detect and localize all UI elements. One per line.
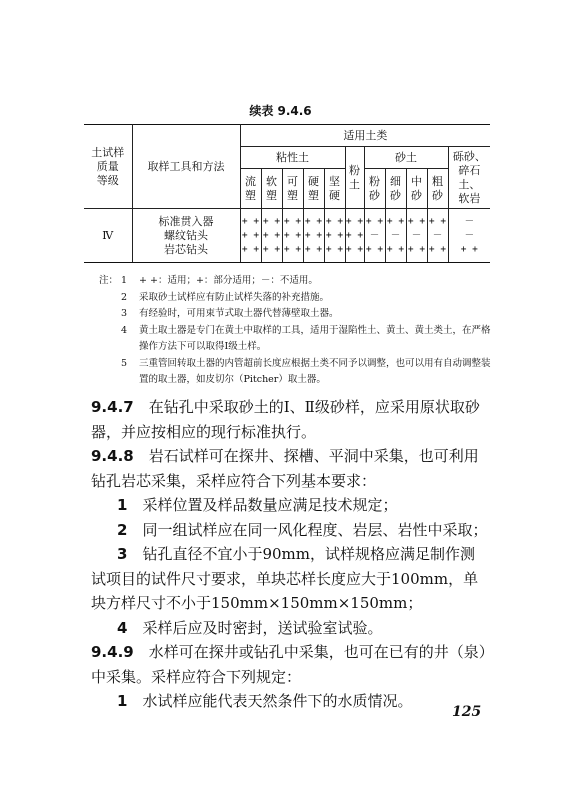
note-item: 4 黄土取土器是专门在黄土中取样的工具，适用于湿陷性土、黄土、黄土类土，在严格操作方法下可以取得Ⅰ级土样。 [121, 324, 491, 352]
header-cohesive: 粘性土 [240, 147, 345, 169]
mark-plastic: + + + + + + [282, 209, 303, 263]
header-sand: 砂土 [364, 147, 448, 169]
note-item: 注： 1 + +：适用；+：部分适用；－：不适用。 [99, 273, 499, 290]
note-item: 3 有经验时，可用束节式取土器代替薄壁取土器。 [121, 308, 339, 319]
sampling-table [84, 124, 490, 263]
row-tools: 标准贯入器 螺纹钻头 岩芯钻头 [132, 209, 240, 263]
mark-silt-sand: + + － + + [364, 209, 385, 263]
header-suitable-soil: 适用土类 [240, 125, 490, 147]
clause-9-4-7: 9.4.7 在钻孔中采取砂土的Ⅰ、Ⅱ级砂样，应采用原状取砂器，并应按相应的现行标准执行。 [91, 398, 480, 441]
mark-gravel: － － + + [448, 209, 490, 263]
header-gravel: 砾砂、 碎石 土、 软岩 [448, 147, 490, 209]
header-medium-sand: 中 砂 [406, 169, 427, 209]
header-hard: 坚 硬 [324, 169, 345, 209]
clause-item: 2 同一组试样应在同一风化程度、岩层、岩性中采取； [117, 520, 488, 539]
page-number: 125 [452, 704, 482, 720]
header-plastic: 可 塑 [282, 169, 303, 209]
mark-soft-plastic: + + + + + + [261, 209, 282, 263]
clause-item: 4 采样后应及时密封，送试验室试验。 [117, 618, 383, 637]
clause-9-4-8: 9.4.8 岩石试样可在探井、探槽、平洞中采集，也可利用钻孔岩芯采集，采样应符合下列基本要求： [91, 447, 479, 490]
header-hard-plastic: 硬 塑 [303, 169, 324, 209]
mark-coarse-sand: + + － + + [427, 209, 448, 263]
header-silt-sand: 粉 砂 [364, 169, 385, 209]
header-silt: 粉 土 [345, 147, 364, 209]
note-prefix: 注： [99, 275, 119, 286]
note-item: 2 采取砂土试样应有防止试样失落的补充措施。 [121, 291, 330, 303]
table-caption: 续表 9.4.6 [249, 104, 312, 118]
header-fine-sand: 细 砂 [385, 169, 406, 209]
header-soft-plastic: 软 塑 [261, 169, 282, 209]
row-grade: Ⅳ [84, 209, 132, 263]
note-item: 5 三重管回转取土器的内管超前长度应根据土类不同予以调整，也可以用有自动调整装置的取土器，如皮切尔（Pitcher）取土器。 [121, 357, 491, 385]
mark-flow-plastic: + + + + + + [240, 209, 261, 263]
mark-silt: + + + + + + [345, 209, 364, 263]
header-grade: 土试样 质量 等级 [84, 125, 132, 209]
header-flow-plastic: 流 塑 [240, 169, 261, 209]
mark-fine-sand: + + － + + [385, 209, 406, 263]
header-tool-method: 取样工具和方法 [132, 125, 240, 209]
clause-9-4-9: 9.4.9 水样可在探井或钻孔中采集，也可在已有的井（泉）中采集。采样应符合下列规定： [91, 643, 487, 686]
clause-item: 1 水试样应能代表天然条件下的水质情况。 [117, 692, 413, 710]
clause-item: 1 采样位置及样品数量应满足技术规定； [117, 496, 398, 514]
clause-item: 3 钻孔直径不宜小于90mm，试样规格应满足制作测试项目的试件尺寸要求，单块芯样长度应大于100mm，单块方样尺寸不小于150mm×150mm×150mm； [91, 545, 479, 612]
header-coarse-sand: 粗 砂 [427, 169, 448, 209]
mark-hard: + + + + + + [324, 209, 345, 263]
body-text [91, 395, 489, 714]
mark-hard-plastic: + + + + + + [303, 209, 324, 263]
table-notes [99, 273, 499, 389]
mark-medium-sand: + + － + + [406, 209, 427, 263]
